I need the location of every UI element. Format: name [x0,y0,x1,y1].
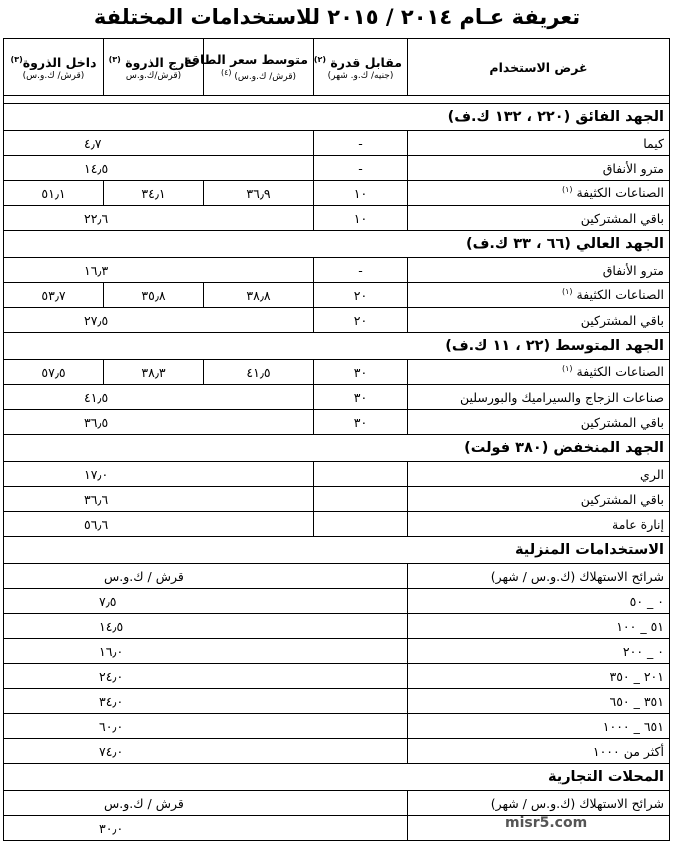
tier-header-label: شرائح الاستهلاك (ك.و.س / شهر) [408,791,670,816]
header-offpeak: خارج الذروة $^{(٣)}$ (قرش/ك.و.س [104,39,204,96]
tier-range: ٥١ _ ١٠٠ [408,614,670,639]
table-row [4,181,670,206]
section-commercial: المحلات التجارية [4,764,670,791]
section-low-voltage: الجهد المنخفض (٣٨٠ فولت) [4,435,670,462]
rate-cell: ٢٧٫٥ [4,308,314,333]
table-row [4,283,670,308]
capacity-cell [314,512,408,537]
tier-row [4,689,670,714]
average-cell: ٤١٫٥ [204,360,314,385]
tier-range: ٢٠١ _ ٣٥٠ [408,664,670,689]
header-peak: داخل الذروة$^{(٣)}$ (قرش/ ك.و.س) [4,39,104,96]
offpeak-cell: ٣٨٫٣ [104,360,204,385]
row-label: باقي المشتركين [408,487,670,512]
table-header-row [4,39,670,96]
row-label: صناعات الزجاج والسيراميك والبورسلين [408,385,670,410]
tier-rate: ٧٫٥ [4,589,408,614]
table-row [4,156,670,181]
row-label: إنارة عامة [408,512,670,537]
table-row [4,410,670,435]
header-average: متوسط سعر الطاقة (قرش/ ك.و.س) $^{(٤)}$ [204,39,314,96]
offpeak-cell: ٣٥٫٨ [104,283,204,308]
rate-cell: ١٤٫٥ [4,156,314,181]
table-row [4,308,670,333]
capacity-cell: - [314,258,408,283]
row-label: مترو الأنفاق [408,156,670,181]
tier-range: أكثر من ١٠٠٠ [408,739,670,764]
tier-row [4,614,670,639]
capacity-cell: ٢٠ [314,308,408,333]
table-row [4,360,670,385]
residential-header-row [4,564,670,589]
row-label: الصناعات الكثيفة $^{(١)}$ [408,360,670,385]
tier-range: ٦٥١ _ ١٠٠٠ [408,714,670,739]
row-label: كيما [408,131,670,156]
capacity-cell: ٣٠ [314,360,408,385]
table-row [4,512,670,537]
capacity-cell: - [314,156,408,181]
row-label: الصناعات الكثيفة $^{(١)}$ [408,181,670,206]
tier-rate: ٧٤٫٠ [4,739,408,764]
tier-rate: ٦٠٫٠ [4,714,408,739]
tier-range: ٣٥١ _ ٦٥٠ [408,689,670,714]
table-row [4,206,670,231]
tier-header-unit: قرش / ك.و.س [4,564,408,589]
section-residential: الاستخدامات المنزلية [4,537,670,564]
tier-rate: ٣٠٫٠ [4,816,408,841]
page-title: تعريفة عـام ٢٠١٤ / ٢٠١٥ للاستخدامات المختلفة [93,5,581,29]
rate-cell: ٤١٫٥ [4,385,314,410]
tier-rate: ١٦٫٠ [4,639,408,664]
table-row [4,487,670,512]
table-row [4,258,670,283]
row-label: مترو الأنفاق [408,258,670,283]
table-row [4,462,670,487]
capacity-cell: ٣٠ [314,385,408,410]
section-high-voltage: الجهد العالي (٦٦ ، ٣٣ ك.ف) [4,231,670,258]
tier-row [4,589,670,614]
row-label: باقي المشتركين [408,308,670,333]
header-capacity: مقابل قدرة $^{(٢)}$ (جنيه/ ك.و. شهر) [314,39,408,96]
row-label: باقي المشتركين [408,410,670,435]
table-row [4,385,670,410]
capacity-cell: ٢٠ [314,283,408,308]
rate-cell: ٣٦٫٥ [4,410,314,435]
header-purpose: غرض الاستخدام [408,39,670,96]
table-row [4,131,670,156]
tier-rate: ٣٤٫٠ [4,689,408,714]
tier-header-label: شرائح الاستهلاك (ك.و.س / شهر) [408,564,670,589]
tariff-table [3,38,670,841]
capacity-cell: - [314,131,408,156]
average-cell: ٣٨٫٨ [204,283,314,308]
section-extra-high-voltage: الجهد الفائق (٢٢٠ ، ١٣٢ ك.ف) [4,104,670,131]
spacer-row [4,96,670,104]
capacity-cell [314,487,408,512]
rate-cell: ٢٢٫٦ [4,206,314,231]
rate-cell: ١٧٫٠ [4,462,314,487]
watermark-logo: misr5.com [505,815,588,831]
rate-cell: ٤٫٧ [4,131,314,156]
capacity-cell: ١٠ [314,206,408,231]
row-label: الصناعات الكثيفة $^{(١)}$ [408,283,670,308]
tier-row [4,664,670,689]
rate-cell: ١٦٫٣ [4,258,314,283]
tier-rate: ١٤٫٥ [4,614,408,639]
tier-row [4,714,670,739]
section-medium-voltage: الجهد المتوسط (٢٢ ، ١١ ك.ف) [4,333,670,360]
peak-cell: ٥١٫١ [4,181,104,206]
rate-cell: ٥٦٫٦ [4,512,314,537]
tier-header-unit: قرش / ك.و.س [4,791,408,816]
capacity-cell: ٣٠ [314,410,408,435]
tier-row [4,639,670,664]
tier-rate: ٢٤٫٠ [4,664,408,689]
tier-range: ٠ _ ٥٠ [408,589,670,614]
tier-range: ٠ _ ٢٠٠ [408,639,670,664]
peak-cell: ٥٧٫٥ [4,360,104,385]
average-cell: ٣٦٫٩ [204,181,314,206]
tier-row [4,739,670,764]
row-label: باقي المشتركين [408,206,670,231]
capacity-cell [314,462,408,487]
rate-cell: ٣٦٫٦ [4,487,314,512]
offpeak-cell: ٣٤٫١ [104,181,204,206]
row-label: الري [408,462,670,487]
commercial-header-row [4,791,670,816]
peak-cell: ٥٣٫٧ [4,283,104,308]
capacity-cell: ١٠ [314,181,408,206]
